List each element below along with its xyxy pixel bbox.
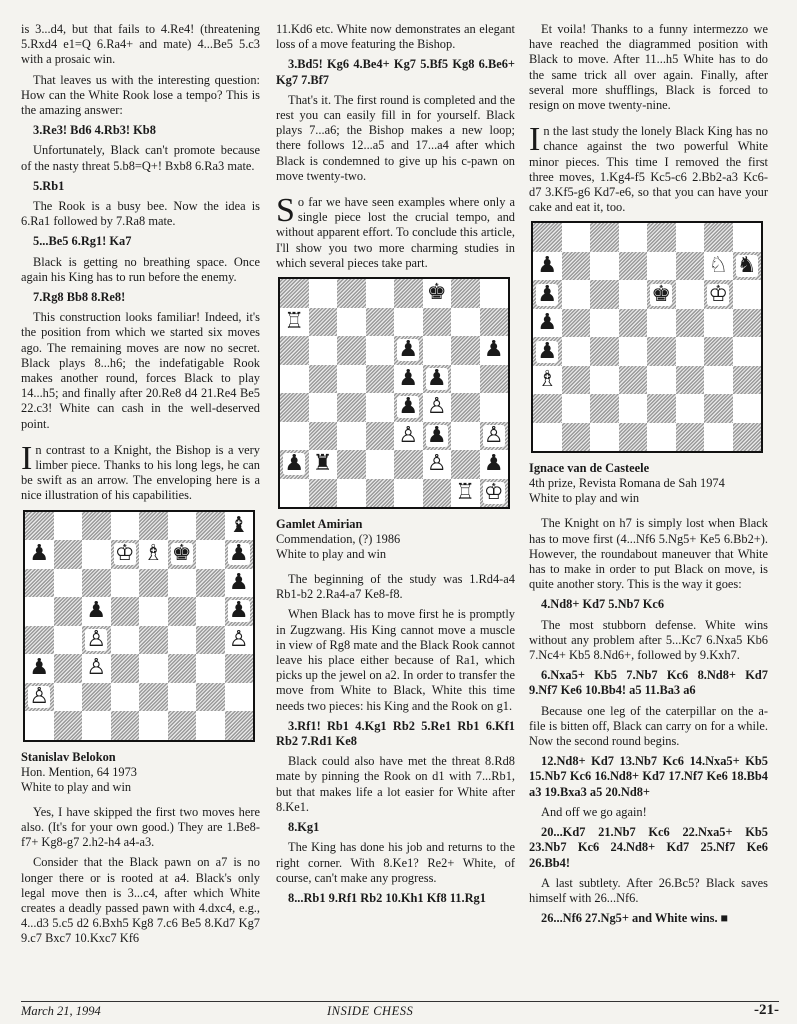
square-f1 (423, 479, 452, 508)
square-g1 (196, 711, 225, 740)
paragraph: A last subtlety. After 26.Bc5? Black saves himself with 26...Nf6. (529, 875, 768, 905)
square-h4 (480, 393, 509, 422)
square-c2 (337, 450, 366, 479)
square-g2 (704, 394, 733, 423)
paragraph: Et voila! Thanks to a funny intermezzo we have reached the diagrammed position with Black to move. After 11...h5 White has to do the same trick all over again. Finally, after several more shufflings, Black is forced to resign on move twenty-nine. (529, 22, 768, 113)
square-c4 (337, 393, 366, 422)
square-e4 (139, 626, 168, 655)
square-h5 (225, 597, 254, 626)
square-c1 (590, 423, 619, 452)
paragraph: 11.Kd6 etc. White now demonstrates an elegant loss of a move featuring the Bishop. (276, 22, 515, 52)
square-a7 (533, 252, 562, 281)
square-h2 (225, 683, 254, 712)
square-c3 (82, 654, 111, 683)
square-f4 (676, 337, 705, 366)
chess-piece: ♞ (736, 253, 757, 279)
paragraph: Unfortunately, Black can't promote because of the nasty threat 5.b8=Q+! Bxb8 6.Ra3 mate. (21, 143, 260, 173)
paragraph: Yes, I have skipped the first two moves here also. (It's for your own good.) They are 1.Be8-f7+ Kg8-g7 2.h2-h4 a4-a3. (21, 804, 260, 850)
square-c6 (590, 280, 619, 309)
paragraph: The Rook is a busy bee. Now the idea is 6.Ra1 followed by 7.Ra8 mate. (21, 199, 260, 229)
square-d4 (619, 337, 648, 366)
square-a1 (533, 423, 562, 452)
square-d3 (111, 654, 140, 683)
square-e8 (647, 223, 676, 252)
move-line: 5...Be5 6.Rg1! Ka7 (33, 234, 132, 249)
square-d2 (111, 683, 140, 712)
task-line: White to play and win (529, 491, 640, 506)
square-b3 (562, 366, 591, 395)
square-d5 (619, 309, 648, 338)
square-b7 (309, 308, 338, 337)
square-e5 (139, 597, 168, 626)
square-g6 (451, 336, 480, 365)
square-f4 (423, 393, 452, 422)
column-3 (529, 22, 768, 931)
move-line: 4.Nd8+ Kd7 5.Nb7 Kc6 (541, 597, 665, 612)
square-a2 (533, 394, 562, 423)
square-d6 (619, 280, 648, 309)
move-line: 12.Nd8+ Kd7 13.Nb7 Kc6 14.Nxa5+ Kb5 15.Nb7 Kc6 16.Nd8+ Kd7 17.Nf7 Ke6 18.Bb4 a3 19.Bxa3 a5 20.Nd8+ (529, 754, 768, 799)
square-e2 (394, 450, 423, 479)
square-b1 (309, 479, 338, 508)
drop-cap: I (529, 121, 541, 159)
square-c5 (337, 365, 366, 394)
move-line: 20...Kd7 21.Nb7 Kc6 22.Nxa5+ Kb5 23.Nb7 Kc6 24.Nd8+ Kd7 25.Nf7 Ke6 26.Bb4! (529, 825, 768, 870)
square-d2 (619, 394, 648, 423)
square-b4 (54, 626, 83, 655)
square-g3 (196, 654, 225, 683)
square-f7 (423, 308, 452, 337)
square-d7 (366, 308, 395, 337)
chess-piece: ♟ (398, 365, 419, 391)
square-e2 (139, 683, 168, 712)
square-a4 (533, 337, 562, 366)
award-line: Commendation, (?) 1986 (276, 532, 401, 547)
award-line: 4th prize, Revista Romana de Sah 1974 (529, 476, 725, 491)
square-f2 (676, 394, 705, 423)
paragraph: Black could also have met the threat 8.Rd8 mate by pinning the Rook on d1 with 7...Rb1, but that makes life a lot easier for White after 8.Ke1. (276, 754, 515, 814)
chess-piece: ♙ (426, 394, 447, 420)
square-c8 (337, 279, 366, 308)
square-e8 (394, 279, 423, 308)
square-f5 (676, 309, 705, 338)
square-b8 (54, 512, 83, 541)
square-a1 (25, 711, 54, 740)
move-line: 3.Rf1! Rb1 4.Kg1 Rb2 5.Re1 Rb1 6.Kf1 Rb2 7.Rd1 Ke8 (276, 718, 515, 749)
chess-piece: ♙ (483, 422, 504, 448)
square-c6 (82, 569, 111, 598)
square-h4 (225, 626, 254, 655)
square-e7 (647, 252, 676, 281)
square-a8 (280, 279, 309, 308)
square-d6 (366, 336, 395, 365)
chess-piece: ♙ (228, 626, 249, 652)
square-h5 (480, 365, 509, 394)
square-g2 (196, 683, 225, 712)
square-h8 (480, 279, 509, 308)
move-line: 3.Bd5! Kg6 4.Be4+ Kg7 5.Bf5 Kg8 6.Be6+ Kg7 7.Bf7 (276, 57, 515, 87)
composer-name: Ignace van de Casteele (529, 461, 650, 476)
square-b1 (562, 423, 591, 452)
square-g2 (451, 450, 480, 479)
square-a7 (25, 540, 54, 569)
chess-piece: ♚ (651, 281, 672, 307)
square-a7 (280, 308, 309, 337)
page-number: -21- (754, 1002, 779, 1018)
square-f3 (168, 654, 197, 683)
square-h2 (480, 450, 509, 479)
square-b8 (309, 279, 338, 308)
square-h6 (225, 569, 254, 598)
square-e2 (647, 394, 676, 423)
square-a4 (280, 393, 309, 422)
chess-piece: ♟ (537, 310, 558, 336)
square-f3 (676, 366, 705, 395)
square-g3 (451, 422, 480, 451)
chess-piece: ♘ (708, 253, 729, 279)
square-c7 (337, 308, 366, 337)
square-h4 (733, 337, 762, 366)
task-line: White to play and win (21, 779, 132, 794)
square-g8 (704, 223, 733, 252)
square-e3 (139, 654, 168, 683)
square-f5 (423, 365, 452, 394)
square-g5 (451, 365, 480, 394)
square-h2 (733, 394, 762, 423)
chess-piece: ♖ (455, 479, 476, 505)
square-f5 (168, 597, 197, 626)
square-e6 (394, 336, 423, 365)
paragraph: The King has done his job and returns to the right corner. With 8.Ke1? Re2+ White, of course, can't make any progress. (276, 840, 515, 885)
square-d1 (366, 479, 395, 508)
task-line: White to play and win (276, 547, 387, 562)
square-c3 (337, 422, 366, 451)
chess-piece: ♟ (537, 281, 558, 307)
square-d6 (111, 569, 140, 598)
page-footer (21, 1001, 779, 1018)
chess-piece: ♟ (483, 451, 504, 477)
paragraph: This construction looks familiar! Indeed, it's the position from which we started six moves ago. The remaining moves are now no secret. Black plays 8...h6; the indefatigable Rook makes another round, forces Black to play 14...h5; and finally after 20.Re8 d4 21.Re4 Be5 22.c3! White can cash in the well-deserved point. (21, 310, 260, 431)
column-2 (276, 22, 515, 911)
chess-piece: ♙ (86, 626, 107, 652)
chess-piece: ♙ (398, 422, 419, 448)
move-line: 3.Re3! Bd6 4.Rb3! Kb8 (33, 123, 156, 138)
square-c5 (590, 309, 619, 338)
square-b5 (309, 365, 338, 394)
square-e6 (139, 569, 168, 598)
square-a1 (280, 479, 309, 508)
square-d8 (366, 279, 395, 308)
square-d8 (111, 512, 140, 541)
square-b2 (54, 683, 83, 712)
square-c6 (337, 336, 366, 365)
square-h3 (225, 654, 254, 683)
paragraph-text: n the last study the lonely Black King has no chance against the two powerful White minor pieces. This time I removed the first three moves, 1.Kg4-f5 Kc5-c6 2.Bb2-a3 Kc6-d7 3.Kf5-g6 Kd7-e6, so that you can have your cake and eat it, too. (529, 124, 768, 215)
chess-piece: ♖ (284, 308, 305, 334)
square-h7 (480, 308, 509, 337)
square-b1 (54, 711, 83, 740)
move-line: 8...Rb1 9.Rf1 Rb2 10.Kh1 Kf8 11.Rg1 (288, 890, 486, 905)
square-f4 (168, 626, 197, 655)
composer-name: Stanislav Belokon (21, 749, 116, 764)
square-c8 (82, 512, 111, 541)
chess-diagram-casteele (531, 221, 763, 453)
square-g7 (196, 540, 225, 569)
square-b6 (54, 569, 83, 598)
chess-piece: ♗ (537, 367, 558, 393)
square-f6 (676, 280, 705, 309)
square-a8 (25, 512, 54, 541)
dropcap-paragraph (21, 439, 260, 504)
chess-piece: ♙ (86, 655, 107, 681)
square-a3 (25, 654, 54, 683)
square-a6 (25, 569, 54, 598)
square-g6 (196, 569, 225, 598)
square-e7 (394, 308, 423, 337)
square-f6 (423, 336, 452, 365)
chess-piece: ♟ (483, 337, 504, 363)
square-b7 (562, 252, 591, 281)
square-f6 (168, 569, 197, 598)
square-e4 (394, 393, 423, 422)
paragraph: That leaves us with the interesting question: How can the White Rook lose a tempo? This is the amazing answer: (21, 72, 260, 118)
square-b6 (309, 336, 338, 365)
square-g8 (451, 279, 480, 308)
column-1 (21, 22, 260, 952)
square-h8 (733, 223, 762, 252)
square-e3 (394, 422, 423, 451)
chess-piece: ♟ (284, 451, 305, 477)
chess-piece: ♚ (426, 280, 447, 306)
square-b4 (562, 337, 591, 366)
paragraph-text: n contrast to a Knight, the Bishop is a very limber piece. Thanks to his long legs, he can be swift as an arrow. The enveloping here is a nice illustration of his capabilities. (21, 442, 260, 503)
square-d5 (366, 365, 395, 394)
square-g7 (451, 308, 480, 337)
square-a3 (533, 366, 562, 395)
square-d3 (366, 422, 395, 451)
square-h6 (733, 280, 762, 309)
composer-name: Gamlet Amirian (276, 517, 363, 532)
square-h6 (480, 336, 509, 365)
chess-diagram-belokon (23, 510, 255, 742)
square-b8 (562, 223, 591, 252)
chess-piece: ♙ (29, 683, 50, 709)
drop-cap: S (276, 192, 295, 230)
square-b3 (309, 422, 338, 451)
square-g1 (704, 423, 733, 452)
paragraph: That's it. The first round is completed and the rest you can easily fill in for yourself. Black plays 7...a6; the Bishop makes a new loop; there follows 12...a5 and 17...a4 after which Black is condemned to give up his c-pawn on move twenty-two. (276, 92, 515, 183)
square-d8 (619, 223, 648, 252)
square-a6 (533, 280, 562, 309)
square-a8 (533, 223, 562, 252)
paragraph: Because one leg of the caterpillar on the a-file is bitten off, Black can carry on for a while. Now the second round begins. (529, 703, 768, 749)
square-a2 (280, 450, 309, 479)
square-h1 (225, 711, 254, 740)
square-a6 (280, 336, 309, 365)
square-c1 (82, 711, 111, 740)
square-f1 (676, 423, 705, 452)
square-h3 (480, 422, 509, 451)
square-g8 (196, 512, 225, 541)
diagram-caption (529, 461, 768, 506)
square-c8 (590, 223, 619, 252)
square-f7 (676, 252, 705, 281)
paragraph: The beginning of the study was 1.Rd4-a4 Rb1-b2 2.Ra4-a7 Ke8-f8. (276, 572, 515, 602)
square-g3 (704, 366, 733, 395)
square-g5 (196, 597, 225, 626)
dropcap-paragraph (276, 192, 515, 271)
square-f8 (168, 512, 197, 541)
square-g4 (451, 393, 480, 422)
square-d4 (366, 393, 395, 422)
square-h1 (480, 479, 509, 508)
square-f8 (676, 223, 705, 252)
square-a3 (280, 422, 309, 451)
issue-date: March 21, 1994 (21, 1004, 101, 1018)
square-h3 (733, 366, 762, 395)
move-line: 6.Nxa5+ Kb5 7.Nb7 Kc6 8.Nd8+ Kd7 9.Nf7 Ke6 10.Bb4! a5 11.Ba3 a6 (529, 668, 768, 698)
square-f3 (423, 422, 452, 451)
square-e6 (647, 280, 676, 309)
paragraph: Black is getting no breathing space. Once again his King has to run before the enemy. (21, 254, 260, 284)
square-g7 (704, 252, 733, 281)
dropcap-paragraph (529, 121, 768, 215)
square-e3 (647, 366, 676, 395)
chess-piece: ♜ (312, 451, 333, 477)
square-f7 (168, 540, 197, 569)
chess-piece: ♟ (29, 541, 50, 567)
chess-piece: ♝ (228, 512, 249, 538)
magazine-name: INSIDE CHESS (327, 1004, 414, 1018)
square-a5 (25, 597, 54, 626)
square-c2 (590, 394, 619, 423)
square-d5 (111, 597, 140, 626)
square-b4 (309, 393, 338, 422)
chess-piece: ♟ (228, 598, 249, 624)
square-d7 (619, 252, 648, 281)
square-b5 (54, 597, 83, 626)
square-a5 (280, 365, 309, 394)
square-g4 (704, 337, 733, 366)
chess-piece: ♟ (228, 569, 249, 595)
square-a2 (25, 683, 54, 712)
square-e1 (139, 711, 168, 740)
square-c2 (82, 683, 111, 712)
square-a5 (533, 309, 562, 338)
chess-piece: ♟ (398, 394, 419, 420)
square-c1 (337, 479, 366, 508)
paragraph: Consider that the Black pawn on a7 is no longer there or is rooted at a4. Black's only legal move then is 3...c4, after which White creates a deadly passed pawn with 4.dxc4, e.g., 4...d3 5.c5 d2 6.Bxh5 Kg8 7.c6 Be5 8.Kd7 Kg7 9.c7 Bxc7 10.Kxc7 Kf6 (21, 855, 260, 946)
square-e7 (139, 540, 168, 569)
square-e4 (647, 337, 676, 366)
square-b2 (562, 394, 591, 423)
chess-piece: ♟ (228, 541, 249, 567)
paragraph: When Black has to move first he is promptly in Zugzwang. His King cannot move a muscle in view of Rg8 mate and the Black Rook cannot leave his place either because of Ra1, which picks up the jewel on a2. In order to transfer the move from White to Black, White this time needs two pieces: his King and the Rook on g1. (276, 607, 515, 713)
paragraph-text: o far we have seen examples where only a single piece lost the crucial tempo, and without apparent effort. To conclude this article, I'll show you two more charming studies in which several pieces take part. (276, 195, 515, 270)
paragraph: The most stubborn defense. White wins without any problem after 5...Kc7 6.Nxa5 Kb6 7.Nc4+ Kb5 8.Nd6+, followed by 9.Kxh7. (529, 617, 768, 663)
chess-piece: ♟ (86, 598, 107, 624)
square-f1 (168, 711, 197, 740)
square-e5 (647, 309, 676, 338)
paragraph: The Knight on h7 is simply lost when Black has to move first (4...Nf6 5.Ng5+ Ke5 6.Bb2+). However, the roundabout maneuver that White has to make in order to put Black on move, is quite another story. This is the way it goes: (529, 516, 768, 592)
square-g4 (196, 626, 225, 655)
square-b3 (54, 654, 83, 683)
square-b5 (562, 309, 591, 338)
chess-piece: ♚ (171, 541, 192, 567)
chess-piece: ♔ (483, 479, 504, 505)
square-e1 (394, 479, 423, 508)
move-line: 5.Rb1 (33, 178, 65, 193)
square-g1 (451, 479, 480, 508)
move-line: 7.Rg8 Bb8 8.Re8! (33, 290, 126, 305)
square-d4 (111, 626, 140, 655)
square-h7 (225, 540, 254, 569)
square-f8 (423, 279, 452, 308)
square-d1 (111, 711, 140, 740)
square-a4 (25, 626, 54, 655)
chess-piece: ♟ (426, 422, 447, 448)
square-c3 (590, 366, 619, 395)
square-h1 (733, 423, 762, 452)
chess-piece: ♙ (426, 451, 447, 477)
square-f2 (168, 683, 197, 712)
square-d1 (619, 423, 648, 452)
square-f2 (423, 450, 452, 479)
chess-piece: ♔ (114, 541, 135, 567)
square-b6 (562, 280, 591, 309)
square-h8 (225, 512, 254, 541)
drop-cap: I (21, 439, 33, 477)
chess-piece: ♟ (537, 253, 558, 279)
square-h5 (733, 309, 762, 338)
paragraph: is 3...d4, but that fails to 4.Re4! (threatening 5.Rxd4 e1=Q 6.Ra4+ and mate) 4...Be5 5.c3 with a prosaic win. (21, 22, 260, 67)
square-c4 (82, 626, 111, 655)
square-d3 (619, 366, 648, 395)
chess-piece: ♟ (537, 338, 558, 364)
square-e8 (139, 512, 168, 541)
chess-diagram-amirian (278, 277, 510, 509)
move-line: 8.Kg1 (288, 820, 320, 835)
square-c7 (82, 540, 111, 569)
square-c7 (590, 252, 619, 281)
square-h7 (733, 252, 762, 281)
square-g5 (704, 309, 733, 338)
square-d7 (111, 540, 140, 569)
chess-piece: ♟ (398, 337, 419, 363)
chess-piece: ♟ (426, 365, 447, 391)
diagram-caption (21, 750, 260, 795)
chess-piece: ♟ (29, 655, 50, 681)
square-c4 (590, 337, 619, 366)
move-line: 26...Nf6 27.Ng5+ and White wins. ■ (541, 911, 729, 926)
square-e1 (647, 423, 676, 452)
chess-piece: ♔ (708, 281, 729, 307)
square-b2 (309, 450, 338, 479)
award-line: Hon. Mention, 64 1973 (21, 764, 137, 779)
paragraph: And off we go again! (541, 804, 647, 819)
chess-piece: ♗ (143, 541, 164, 567)
square-b7 (54, 540, 83, 569)
square-d2 (366, 450, 395, 479)
square-e5 (394, 365, 423, 394)
diagram-caption (276, 517, 515, 562)
square-c5 (82, 597, 111, 626)
square-g6 (704, 280, 733, 309)
